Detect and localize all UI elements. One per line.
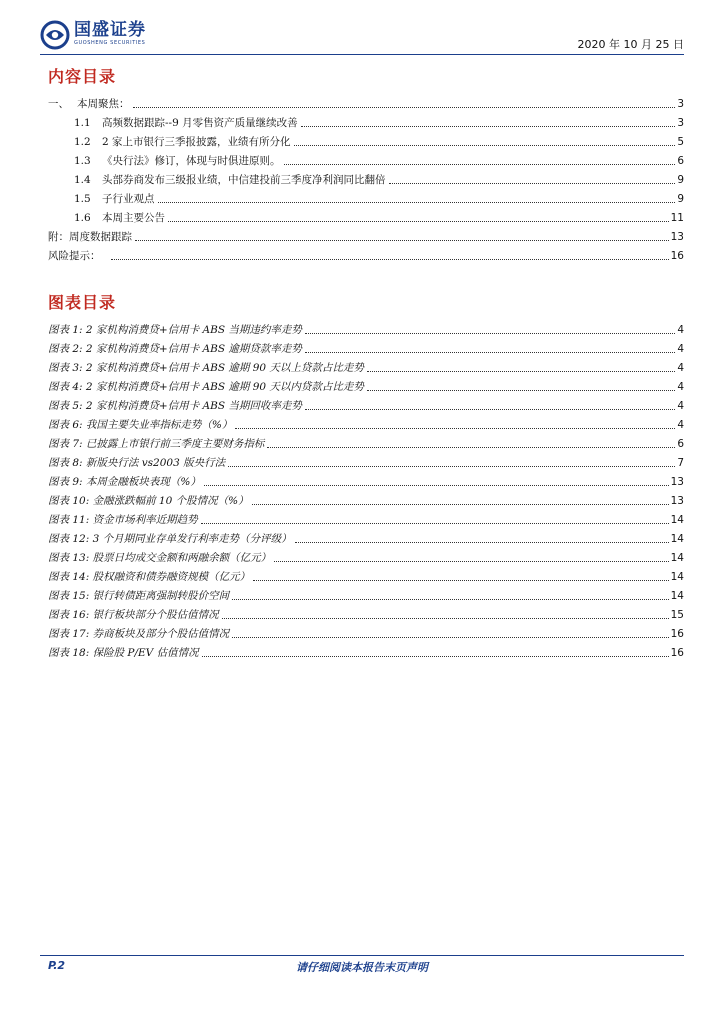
toc-item[interactable] [74,133,684,149]
figure-item-page: 16 [670,628,684,640]
toc-item[interactable] [48,228,684,244]
figure-item-label: 图表 9: 本周金融板块表现（%） [48,476,201,488]
toc-item-number: 一、 [48,98,69,110]
leader-dots [305,333,675,334]
figure-item-label: 图表 8: 新版央行法 vs2003 版央行法 [48,457,226,469]
leader-dots [274,561,669,562]
toc-item-number: 1.3 [74,155,91,167]
header-divider [40,54,684,55]
leader-dots [202,656,669,657]
figure-item-label: 图表 1: 2 家机构消费贷+信用卡 ABS 当期违约率走势 [48,324,302,336]
leader-dots [232,599,669,600]
figure-item[interactable] [48,454,684,470]
leader-dots [253,580,669,581]
toc-item-page: 3 [677,117,684,129]
figure-item-page: 14 [670,514,684,526]
figure-item-label: 图表 16: 银行板块部分个股估值情况 [48,609,219,621]
figure-item[interactable] [48,606,684,622]
disclaimer-note: 请仔细阅读本报告末页声明 [296,961,428,974]
toc-item-label: 附：周度数据跟踪 [48,231,132,243]
figure-item-label: 图表 2: 2 家机构消费贷+信用卡 ABS 逾期贷款率走势 [48,343,302,355]
toc-item-page: 9 [677,174,684,186]
toc-item-label: 本周聚焦： [77,98,130,110]
figure-item-page: 4 [677,343,684,355]
leader-dots [367,371,675,372]
figure-item-label: 图表 12: 3 个月期同业存单发行利率走势（分评级） [48,533,292,545]
page-header [40,20,684,54]
toc-item[interactable] [74,114,684,130]
report-date: 2020 年 10 月 25 日 [577,38,684,51]
leader-dots [133,107,676,108]
toc-item-page: 16 [670,250,684,262]
figure-item[interactable] [48,568,684,584]
leader-dots [204,485,669,486]
figure-item-label: 图表 17: 券商板块及部分个股估值情况 [48,628,230,640]
figure-item-page: 4 [677,400,684,412]
leader-dots [294,145,676,146]
toc-item-page: 13 [670,231,684,243]
toc-item[interactable] [74,190,684,206]
figure-item[interactable] [48,416,684,432]
figure-item-page: 14 [670,571,684,583]
toc-item-label: 风险提示： [48,250,101,262]
leader-dots [222,618,669,619]
toc-item-label: 头部券商发布三级报业绩，中信建投前三季度净利润同比翻倍 [102,174,386,186]
figure-item-page: 4 [677,419,684,431]
figure-item[interactable] [48,378,684,394]
figure-item[interactable] [48,511,684,527]
figure-item[interactable] [48,435,684,451]
leader-dots [267,447,675,448]
figure-item[interactable] [48,530,684,546]
toc-item[interactable] [74,209,684,225]
leader-dots [158,202,676,203]
toc-item[interactable] [48,95,684,111]
toc-item-page: 3 [677,98,684,110]
figure-item[interactable] [48,321,684,337]
page-number: P.2 [48,959,66,972]
toc-title: 内容目录 [48,67,117,86]
figure-item[interactable] [48,340,684,356]
brand-name-en: GUOSHENG SECURITIES [74,40,146,46]
figure-item-page: 4 [677,324,684,336]
figure-item-page: 16 [670,647,684,659]
footer-divider [40,955,684,956]
toc-item-page: 11 [670,212,684,224]
figure-item[interactable] [48,359,684,375]
toc-item-page: 5 [677,136,684,148]
figure-item-page: 6 [677,438,684,450]
leader-dots [228,466,675,467]
figure-item[interactable] [48,644,684,660]
figure-item-label: 图表 14: 股权融资和债券融资规模（亿元） [48,571,251,583]
figure-item-label: 图表 11: 资金市场利率近期趋势 [48,514,198,526]
toc-item-number: 1.4 [74,174,91,186]
toc-item-number: 1.2 [74,136,91,148]
toc-item[interactable] [74,152,684,168]
figure-item-page: 15 [670,609,684,621]
leader-dots [168,221,669,222]
figure-item[interactable] [48,397,684,413]
toc-item-label: 子行业观点 [102,193,155,205]
leader-dots [111,259,669,260]
figure-item-label: 图表 6: 我国主要失业率指标走势（%） [48,419,233,431]
toc-item-label: 2 家上市银行三季报披露，业绩有所分化 [102,136,291,148]
figure-item[interactable] [48,587,684,603]
figure-item-label: 图表 13: 股票日均成交金额和两融余额（亿元） [48,552,272,564]
toc-item-number: 1.1 [74,117,91,129]
figure-item[interactable] [48,492,684,508]
leader-dots [367,390,675,391]
figure-item-page: 4 [677,381,684,393]
figure-item-label: 图表 5: 2 家机构消费贷+信用卡 ABS 当期回收率走势 [48,400,302,412]
leader-dots [305,352,675,353]
toc-item[interactable] [48,247,684,263]
toc-item-label: 高频数据跟踪--9 月零售资产质量继续改善 [102,117,298,129]
toc-item-label: 《央行法》修订，体现与时俱进原则。 [102,155,281,167]
leader-dots [295,542,669,543]
figure-item[interactable] [48,473,684,489]
figure-item-page: 14 [670,590,684,602]
leader-dots [305,409,675,410]
figure-item-page: 13 [670,495,684,507]
leader-dots [201,523,669,524]
figure-item-label: 图表 10: 金融涨跌幅前 10 个股情况（%） [48,495,249,507]
leader-dots [135,240,669,241]
leader-dots [252,504,669,505]
figure-item-page: 7 [677,457,684,469]
figure-item-page: 4 [677,362,684,374]
figure-item-label: 图表 3: 2 家机构消费贷+信用卡 ABS 逾期 90 天以上贷款占比走势 [48,362,364,374]
figure-item-page: 14 [670,533,684,545]
figure-item-page: 13 [670,476,684,488]
leader-dots [235,428,675,429]
toc-item[interactable] [74,171,684,187]
leader-dots [389,183,676,184]
toc-item-label: 本周主要公告 [102,212,165,224]
figure-item-page: 14 [670,552,684,564]
toc-item-number: 1.6 [74,212,91,224]
figure-item-label: 图表 15: 银行转债距离强制转股价空间 [48,590,230,602]
toc-item-page: 9 [677,193,684,205]
leader-dots [284,164,676,165]
brand-logo [40,20,146,52]
figure-item[interactable] [48,625,684,641]
toc-item-page: 6 [677,155,684,167]
leader-dots [301,126,676,127]
figures-title: 图表目录 [48,293,117,312]
toc-item-number: 1.5 [74,193,91,205]
figure-item[interactable] [48,549,684,565]
leader-dots [232,637,669,638]
figure-item-label: 图表 7: 已披露上市银行前三季度主要财务指标 [48,438,265,450]
guosheng-logo-icon [40,20,70,50]
brand-name: 国盛证券 [74,20,146,40]
figure-item-label: 图表 4: 2 家机构消费贷+信用卡 ABS 逾期 90 天以内贷款占比走势 [48,381,364,393]
figure-item-label: 图表 18: 保险股 P/EV 估值情况 [48,647,199,659]
